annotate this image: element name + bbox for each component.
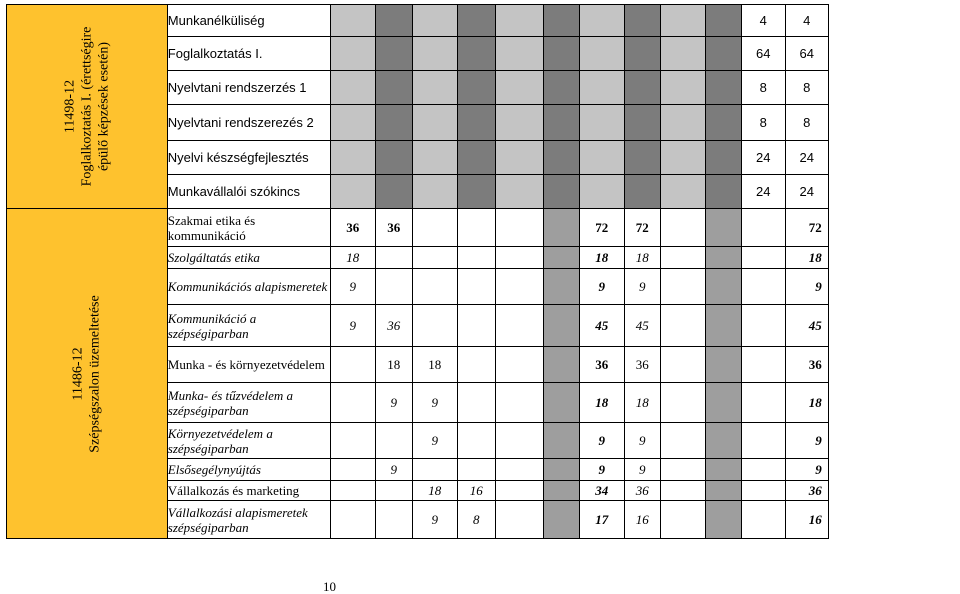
cell-value: 18 — [330, 247, 375, 269]
subject-name: Munka- és tűzvédelem a szépségiparban — [167, 383, 330, 423]
subject-name: Nyelvtani rendszerzés 1 — [167, 71, 330, 105]
cell-value: 9 — [624, 459, 660, 481]
cell-value: 18 — [375, 347, 412, 383]
cell-value: 9 — [579, 423, 624, 459]
cell-value: 4 — [741, 5, 785, 37]
subject-name: Nyelvi készségfejlesztés — [167, 141, 330, 175]
cell-value: 16 — [624, 501, 660, 539]
cell-value: 8 — [741, 71, 785, 105]
cell-value: 9 — [579, 459, 624, 481]
table-row — [7, 209, 829, 247]
cell-value: 17 — [579, 501, 624, 539]
cell-value: 18 — [412, 481, 457, 501]
cell-value: 18 — [579, 383, 624, 423]
cell-value: 72 — [624, 209, 660, 247]
cell-value: 9 — [624, 423, 660, 459]
cell-value: 18 — [785, 383, 828, 423]
cell-value: 16 — [785, 501, 828, 539]
cell-value: 36 — [330, 209, 375, 247]
subject-name: Kommunikáció a szépségiparban — [167, 305, 330, 347]
cell-value: 8 — [785, 71, 828, 105]
cell-value: 36 — [375, 305, 412, 347]
cell-value: 64 — [785, 37, 828, 71]
page-number: 10 — [323, 579, 336, 594]
cell-value: 36 — [624, 347, 660, 383]
table-row — [7, 5, 829, 37]
cell-value: 36 — [375, 209, 412, 247]
module-label — [70, 295, 104, 452]
cell-value: 64 — [741, 37, 785, 71]
cell-value: 24 — [741, 141, 785, 175]
cell-value: 9 — [785, 269, 828, 305]
module-cell — [7, 209, 168, 539]
cell-value: 18 — [579, 247, 624, 269]
cell-value: 4 — [785, 5, 828, 37]
cell-value: 18 — [624, 383, 660, 423]
subject-name: Nyelvtani rendszerezés 2 — [167, 105, 330, 141]
subject-name: Kommunikációs alapismeretek — [167, 269, 330, 305]
cell-value: 16 — [457, 481, 495, 501]
cell-value: 24 — [785, 141, 828, 175]
module-title-cont: épülő képzések esetén) — [96, 41, 112, 172]
module-title: Szépségszalon üzemeltetése — [87, 294, 103, 453]
cell-value: 45 — [785, 305, 828, 347]
subject-name: Foglalkoztatás I. — [167, 37, 330, 71]
cell-value: 9 — [375, 459, 412, 481]
cell-value: 24 — [741, 175, 785, 209]
cell-value: 72 — [579, 209, 624, 247]
cell-value: 8 — [785, 105, 828, 141]
module-cell — [7, 5, 168, 209]
cell-value: 24 — [785, 175, 828, 209]
subject-name: Szakmai etika és kommunikáció — [167, 209, 330, 247]
cell-value: 18 — [412, 347, 457, 383]
module-code: 11498-12 — [62, 79, 78, 134]
subject-name: Munkavállalói szókincs — [167, 175, 330, 209]
cell-value: 8 — [457, 501, 495, 539]
cell-value: 9 — [375, 383, 412, 423]
cell-value: 9 — [785, 423, 828, 459]
subject-name: Környezetvédelem a szépségiparban — [167, 423, 330, 459]
cell-value: 9 — [624, 269, 660, 305]
cell-value: 45 — [579, 305, 624, 347]
cell-value: 9 — [412, 383, 457, 423]
module-title: Foglalkoztatás I. (érettségire — [79, 26, 95, 187]
cell-value: 9 — [330, 305, 375, 347]
cell-value: 36 — [624, 481, 660, 501]
cell-value: 36 — [785, 481, 828, 501]
cell-value: 18 — [624, 247, 660, 269]
cell-value: 45 — [624, 305, 660, 347]
cell-value: 36 — [579, 347, 624, 383]
cell-value: 9 — [412, 501, 457, 539]
cell-value: 72 — [785, 209, 828, 247]
subject-name: Elsősegélynyújtás — [167, 459, 330, 481]
cell-value: 9 — [579, 269, 624, 305]
module-label — [61, 27, 112, 187]
subject-name: Munkanélküliség — [167, 5, 330, 37]
cell-value: 9 — [412, 423, 457, 459]
cell-value: 34 — [579, 481, 624, 501]
subject-name: Vállalkozási alapismeretek szépségiparban — [167, 501, 330, 539]
cell-value: 36 — [785, 347, 828, 383]
cell-value: 9 — [785, 459, 828, 481]
cell-value: 18 — [785, 247, 828, 269]
subject-name: Vállalkozás és marketing — [167, 481, 330, 501]
cell-value: 9 — [330, 269, 375, 305]
subject-name: Szolgáltatás etika — [167, 247, 330, 269]
cell-value: 8 — [741, 105, 785, 141]
module-code: 11486-12 — [70, 346, 86, 401]
curriculum-table — [6, 4, 829, 539]
subject-name: Munka - és környezetvédelem — [167, 347, 330, 383]
